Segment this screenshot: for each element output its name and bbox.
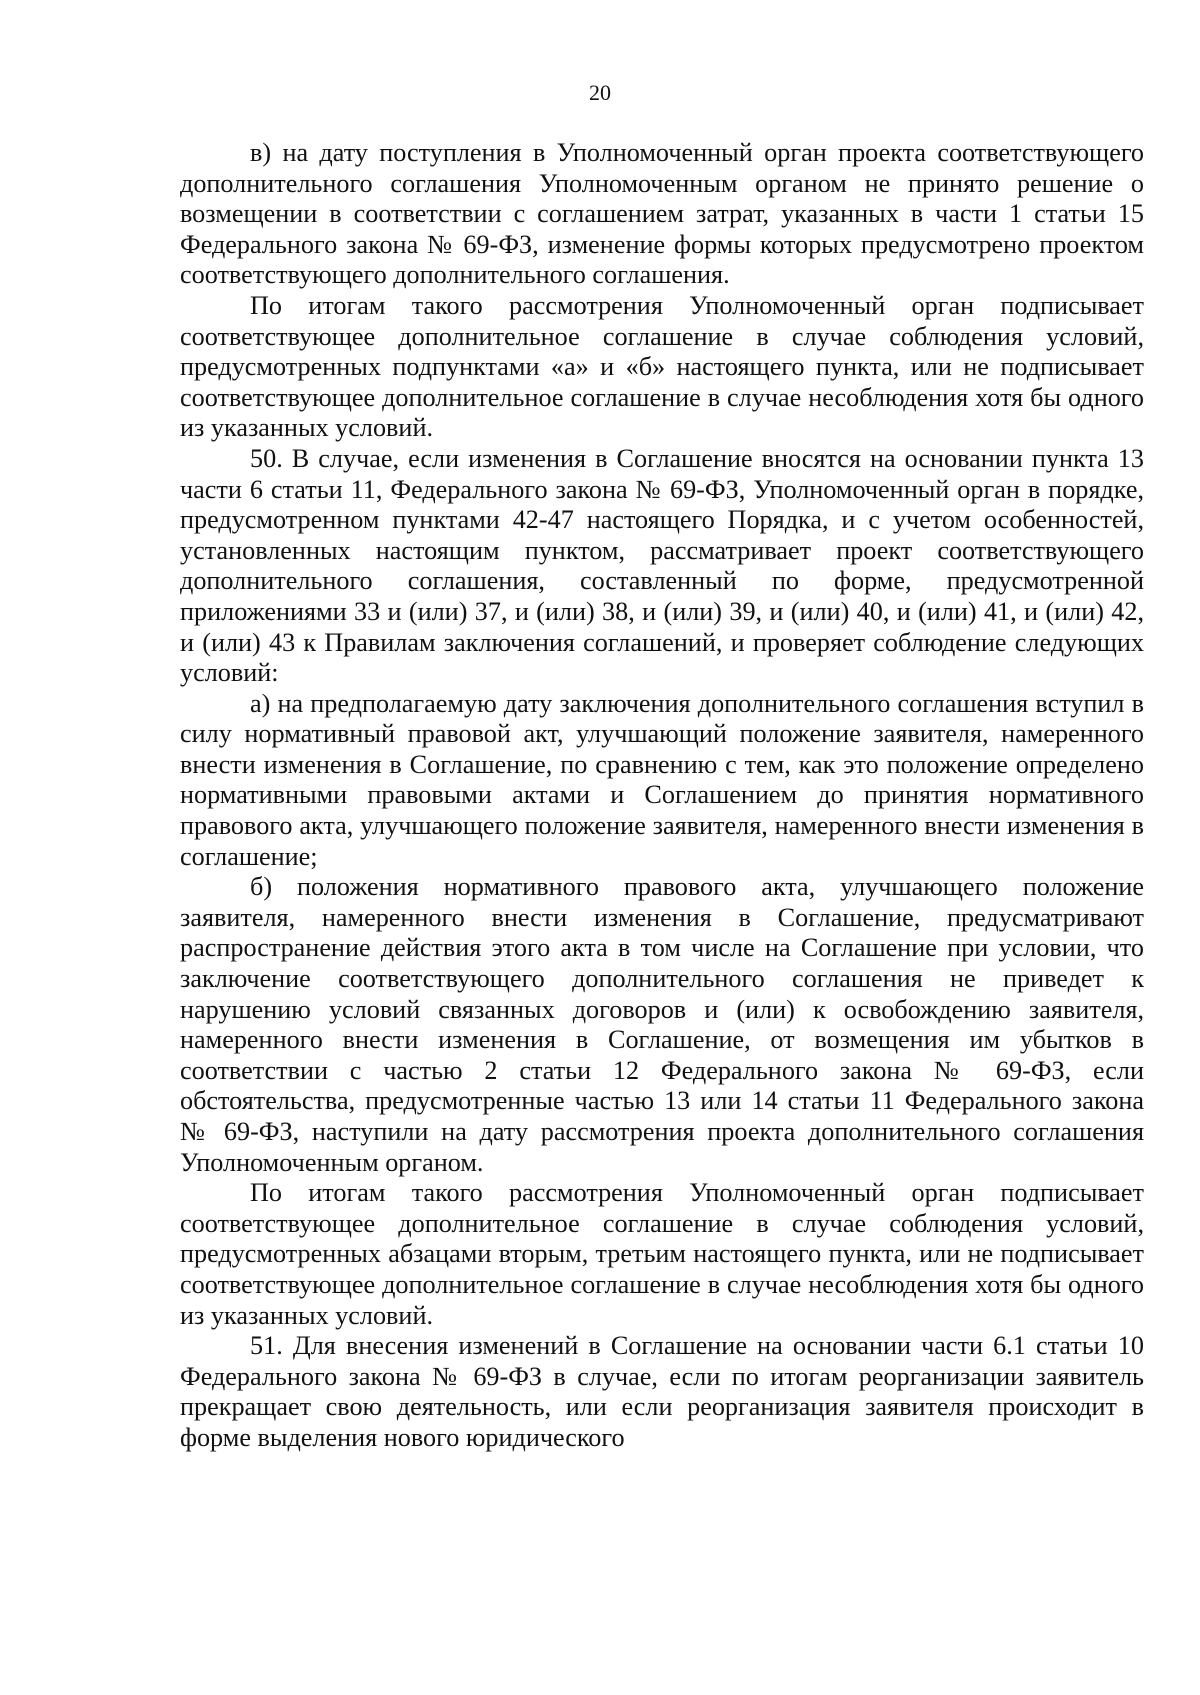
paragraph-subitem-b: б) положения нормативного правового акта, улучшающего положение заявителя, намеренного внести изменения в Соглашение, предусматривают распространение действия этого акта в том числе на Соглашение при условии, что заключение соответствующего дополнительного соглашения не приведет к нарушению условий связанных договоров и (или) к освобождению заявителя, намеренного внести изменения в Соглашение, от возмещения им убытков в соответствии с частью 2 статьи 12 Федерального закона № 69-ФЗ, если обстоятельства, предусмотренные частью 13 или 14 статьи 11 Федерального закона № 69-ФЗ, наступили на дату рассмотрения проекта дополнительного соглашения Уполномоченным органом. (180, 872, 1144, 1177)
paragraph-subitem-v: в) на дату поступления в Уполномоченный орган проекта соответствующего дополнительного соглашения Уполномоченным органом не принято решение о возмещении в соответствии с соглашением затрат, указанных в части 1 статьи 15 Федерального закона № 69-ФЗ, изменение формы которых предусмотрено проектом соответствующего дополнительного соглашения. (180, 138, 1144, 290)
paragraph-review-result-1: По итогам такого рассмотрения Уполномоченный орган подписывает соответствующее дополнительное соглашение в случае соблюдения условий, предусмотренных подпунктами «а» и «б» настоящего пункта, или не подписывает соответствующее дополнительное соглашение в случае несоблюдения хотя бы одного из указанных условий. (180, 290, 1144, 443)
paragraph-item-51: 51. Для внесения изменений в Соглашение на основании части 6.1 статьи 10 Федерального закона № 69-ФЗ в случае, если по итогам реорганизации заявитель прекращает свою деятельность, или если реорганизация заявителя происходит в форме выделения нового юридического (180, 1331, 1144, 1452)
paragraph-subitem-a: а) на предполагаемую дату заключения дополнительного соглашения вступил в силу нормативный правовой акт, улучшающий положение заявителя, намеренного внести изменения в Соглашение, по сравнению с тем, как это положение определено нормативными правовыми актами и Соглашением до принятия нормативного правового акта, улучшающего положение заявителя, намеренного внести изменения в соглашение; (180, 688, 1144, 871)
paragraph-item-50: 50. В случае, если изменения в Соглашение вносятся на основании пункта 13 части 6 статьи 11, Федерального закона № 69-ФЗ, Уполномоченный орган в порядке, предусмотренном пунктами 42-47 настоящего Порядка, и с учетом особенностей, установленных настоящим пунктом, рассматривает проект соответствующего дополнительного соглашения, составленный по форме, предусмотренной приложениями 33 и (или) 37, и (или) 38, и (или) 39, и (или) 40, и (или) 41, и (или) 42, и (или) 43 к Правилам заключения соглашений, и проверяет соблюдение следующих условий: (180, 443, 1144, 688)
document-body (180, 138, 1144, 1454)
page-number: 20 (589, 80, 611, 105)
paragraph-review-result-2: По итогам такого рассмотрения Уполномоченный орган подписывает соответствующее дополнительное соглашение в случае соблюдения условий, предусмотренных абзацами вторым, третьим настоящего пункта, или не подписывает соответствующее дополнительное соглашение в случае несоблюдения хотя бы одного из указанных условий. (180, 1178, 1144, 1330)
